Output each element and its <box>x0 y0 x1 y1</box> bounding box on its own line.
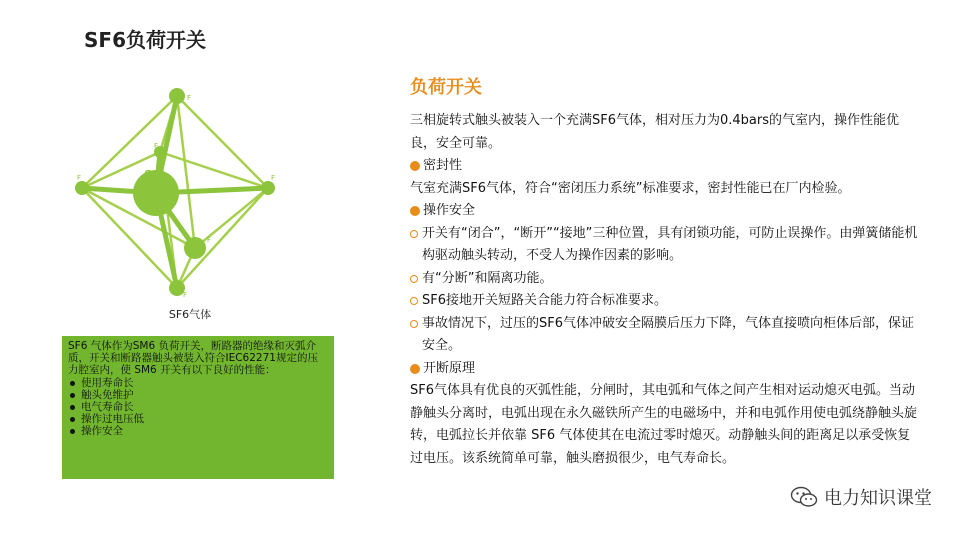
intro-paragraph: 三相旋转式触头被装入一个充满SF6气体，相对压力为0.4bars的气室内，操作性能优良，安全可靠。 <box>410 113 900 151</box>
safety-item <box>410 313 920 358</box>
octahedron-diagram <box>70 80 290 300</box>
node-label-top: F <box>187 94 192 102</box>
node-front <box>184 237 206 259</box>
safety-item-text: SF6接地开关短路关合能力符合标准要求。 <box>422 293 668 308</box>
bullet-icon <box>70 429 75 434</box>
content-panel <box>410 76 920 470</box>
principle-paragraph: SF6气体具有优良的灭弧性能，分闸时，其电弧和气体之间产生相对运动熄灭电弧。当动静触头分离时，电弧出现在永久磁铁所产生的电磁场中，并和电弧作用使电弧绕静触头旋转，电弧拉长并依靠 SF6 气体使其在电流过零时熄灭。动静触头间的距离足以承受恢复过电压。该系统简单可靠，触头磨损很少，电气寿命长。 <box>410 383 918 466</box>
node-label-right: F <box>271 174 276 182</box>
info-item <box>68 413 328 425</box>
subheading-sealing <box>410 155 920 178</box>
section-heading: 负荷开关 <box>410 77 482 98</box>
center-node <box>133 170 179 216</box>
info-item <box>68 377 328 389</box>
info-box <box>62 336 334 479</box>
bullet-icon <box>70 417 75 422</box>
bullet-icon <box>70 381 75 386</box>
subheading-safety <box>410 200 920 223</box>
info-item-text: 使用寿命长 <box>81 377 134 389</box>
info-intro: SF6 气体作为SM6 负荷开关，断路器的绝缘和灭弧介质，开关和断路器触头被装入符合IEC62271规定的压力腔室内，使 SM6 开关有以下良好的性能： <box>68 340 318 376</box>
safety-item-text: 开关有“闭合”，“断开”“接地”三种位置，具有闭锁功能，可防止误操作。由弹簧储能机构驱动触头转动，不受人为操作因素的影响。 <box>422 225 918 263</box>
info-item-text: 操作安全 <box>81 425 123 437</box>
bullet-icon <box>70 405 75 410</box>
info-item <box>68 425 328 437</box>
node-label-back: F <box>154 142 159 150</box>
ring-bullet-icon <box>410 230 418 238</box>
orange-bullet-icon <box>410 161 420 171</box>
node-right <box>261 181 275 195</box>
sf6-diagram <box>70 80 290 300</box>
info-list <box>68 377 328 437</box>
wechat-icon <box>790 486 818 508</box>
safety-item <box>410 268 920 291</box>
orange-bullet-icon <box>410 364 420 374</box>
info-item-text: 操作过电压低 <box>81 413 144 425</box>
safety-item-text: 事故情况下，过压的SF6气体冲破安全隔膜后压力下降，气体直接喷向柜体后部，保证安全。 <box>422 315 915 353</box>
ring-bullet-icon <box>410 297 418 305</box>
safety-item <box>410 223 920 268</box>
subheading-text: 密封性 <box>423 158 463 173</box>
watermark <box>790 484 932 510</box>
node-top <box>169 88 185 104</box>
node-label-bottom: F <box>183 291 188 299</box>
node-left <box>75 181 89 195</box>
subheading-text: 开断原理 <box>423 360 476 376</box>
sealing-paragraph: 气室充满SF6气体，符合“密闭压力系统”标准要求，密封性能已在厂内检验。 <box>410 180 851 196</box>
page-title: SF6负荷开关 <box>84 28 206 52</box>
center-label: S <box>144 169 153 184</box>
info-item-text: 触头免维护 <box>81 389 134 401</box>
orange-bullet-icon <box>410 206 420 216</box>
safety-item <box>410 290 920 313</box>
ring-bullet-icon <box>410 320 418 328</box>
info-item-text: 电气寿命长 <box>81 401 134 413</box>
info-item <box>68 389 328 401</box>
node-label-left: F <box>77 174 82 182</box>
watermark-text: 电力知识课堂 <box>824 488 932 509</box>
bullet-icon <box>70 393 75 398</box>
safety-item-text: 有“分断”和隔离功能。 <box>422 270 553 286</box>
ring-bullet-icon <box>410 275 418 283</box>
node-label-front: F <box>207 236 212 244</box>
info-item <box>68 401 328 413</box>
diagram-caption: SF6气体 <box>168 308 212 321</box>
subheading-principle <box>410 358 920 381</box>
subheading-text: 操作安全 <box>423 203 476 218</box>
